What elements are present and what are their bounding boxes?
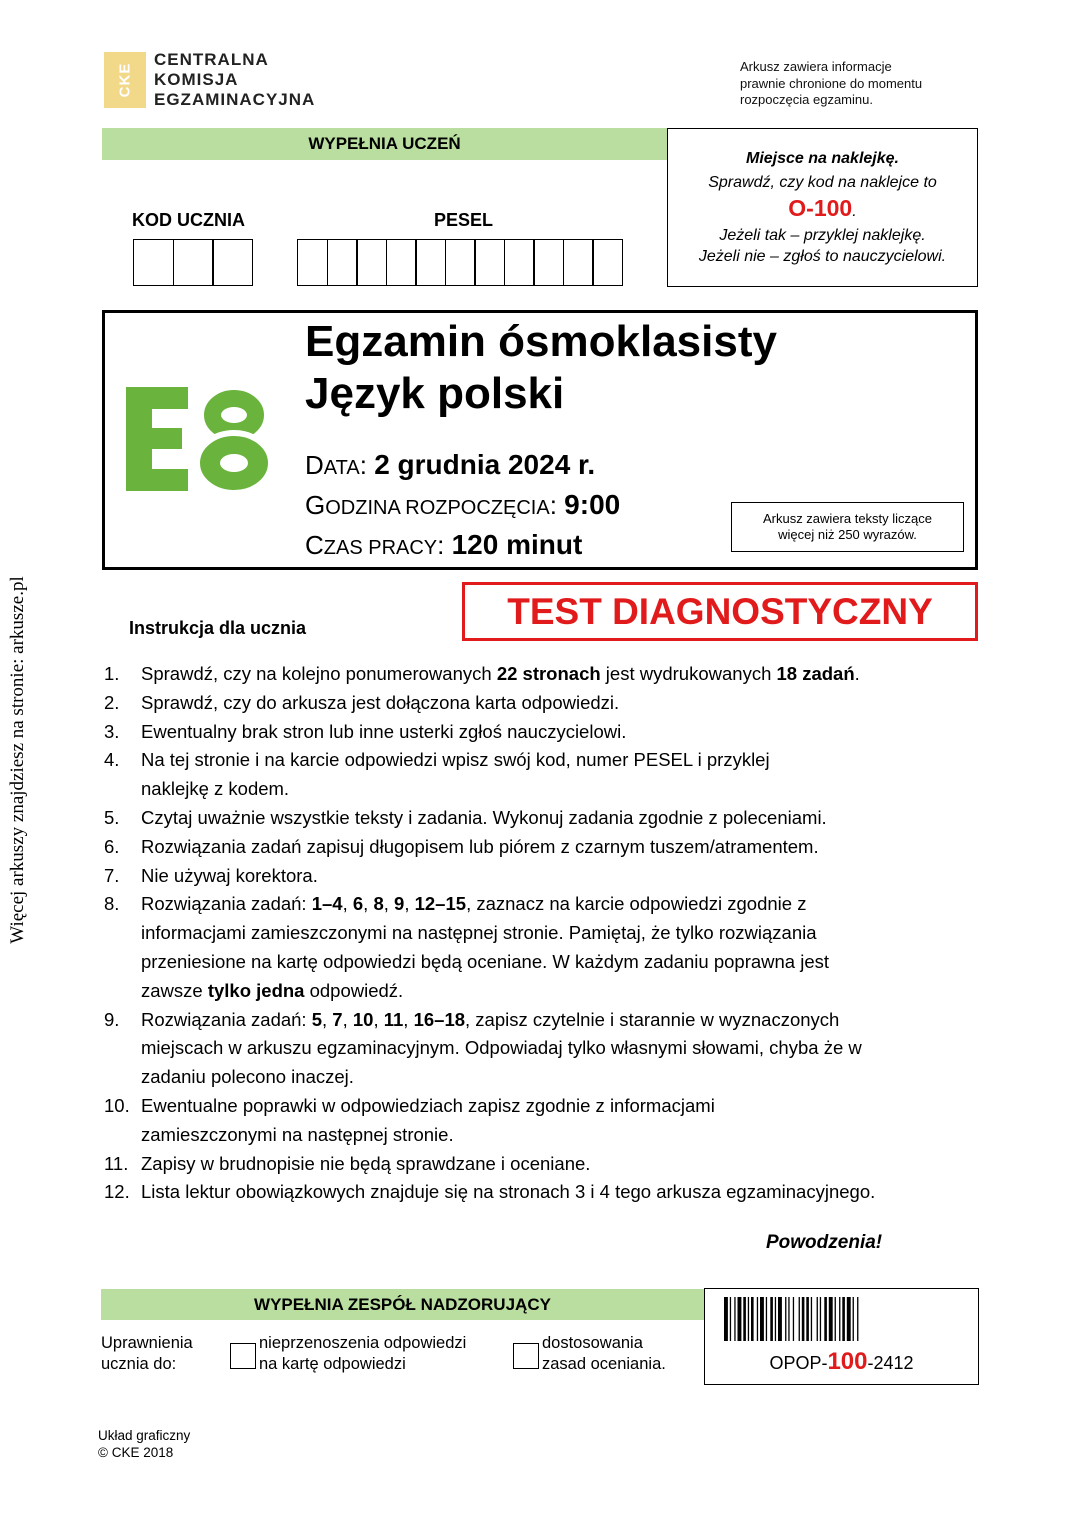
cke-logo-line-2: KOMISJA [154,70,239,89]
good-luck: Powodzenia! [766,1232,883,1253]
cke-logo-line-1: CENTRALNA [154,50,269,69]
barcode-bar [853,1297,854,1341]
barcode-bar [820,1297,821,1341]
barcode-bar [770,1297,773,1341]
pesel-box[interactable] [386,239,417,286]
exam-title-line-1: Egzamin ósmoklasisty [305,317,777,366]
exam-duration-value: 120 minut [451,529,583,560]
instruction-item: 8. Rozwiązania zadań: 1–4, 6, 8, 9, 12–15, zaznacz na karcie odpowiedzi zgodnie z informacjami zamieszczonymi na następnej stronie. Pamiętaj, że tylko rozwiązania przeniesione na kartę odpowiedzi będą oceniane. W każdym zadaniu poprawna jest zawsze tylko jedna odpowiedź. [104,893,830,1001]
exam-title [305,316,777,420]
exam-date-value: 2 grudnia 2024 r. [374,449,596,480]
length-note-line-2: więcej niż 250 wyrazów. [778,527,917,542]
instructions-list [104,660,944,1207]
exam-date: DATA: 2 grudnia 2024 r. [305,449,596,480]
length-note-line-1: Arkusz zawiera teksty liczące [762,511,933,526]
barcode-bar [724,1297,728,1341]
legal-note-line-3: rozpoczęcia egzaminu. [740,92,873,107]
cke-logo-name [154,50,315,110]
pesel-box[interactable] [533,239,564,286]
barcode-code: OPOP-100-2412 [769,1348,914,1375]
instruction-item: 6. Rozwiązania zadań zapisuj długopisem lub piórem z czarnym tuszem/atramentem. [104,835,819,857]
student-code-box[interactable] [212,239,253,286]
adjusted-grading-checkbox[interactable] [513,1343,539,1369]
barcode-bar [766,1297,767,1341]
pesel-box[interactable] [356,239,387,286]
pesel-label: PESEL [434,210,494,230]
barcode-bar [802,1297,805,1341]
supervisor-section-header: WYPEŁNIA ZESPÓŁ NADZORUJĄCY [101,1289,704,1320]
pesel-box[interactable] [415,239,446,286]
instruction-item: 7. Nie używaj korektora. [104,864,318,886]
cke-logo-line-3: EGZAMINACYJNA [154,90,316,109]
barcode-bar [788,1297,789,1341]
barcode-bar [760,1297,764,1341]
pesel-box[interactable] [297,239,328,286]
barcode-image [724,1297,958,1341]
barcode-bar [847,1297,851,1341]
layout-credit: Układ graficzny © CKE 2018 [98,1428,191,1460]
instruction-item: 3. Ewentualny brak stron lub inne usterki zgłoś nauczycielowi. [104,720,627,742]
length-note [731,502,964,552]
barcode-bar [829,1297,833,1341]
barcode-bar [730,1297,731,1341]
barcode-bar [778,1297,782,1341]
barcode-bar [734,1297,735,1341]
barcode-bar [835,1297,836,1341]
instruction-item: 2. Sprawdź, czy do arkusza jest dołączona karta odpowiedzi. [104,691,620,713]
barcode-bar [757,1297,758,1341]
barcode-bar [811,1297,812,1341]
barcode-bar [793,1297,794,1341]
cke-logo-mark-text: CKE [116,62,134,98]
sticker-area [667,128,978,287]
barcode-bar [748,1297,749,1341]
exam-start-time-value: 9:00 [564,489,621,520]
instruction-item: 5. Czytaj uważnie wszystkie teksty i zadania. Wykonuj zadania zgodnie z poleceniami. [104,806,827,828]
legal-note-line-2: prawnie chronione do momentu [740,75,923,91]
adjusted-grading-label: dostosowania zasad oceniania. [542,1334,666,1373]
instruction-item: 1. Sprawdź, czy na kolejno ponumerowanych 22 stronach jest wydrukowanych 18 zadań. [104,663,860,684]
no-transfer-label: nieprzenoszenia odpowiedzi na kartę odpowiedzi [259,1334,467,1373]
test-type-label: TEST DIAGNOSTYCZNY [462,582,978,641]
barcode-bar [806,1297,809,1341]
barcode-bar [738,1297,742,1341]
barcode-bar [799,1297,800,1341]
exam-duration: CZAS PRACY: 120 minut [305,529,583,560]
student-code-label: KOD UCZNIA [132,210,245,230]
watermark-text: Więcej arkuszy znajdziesz na stronie: arkusze.pl [7,576,28,944]
sticker-if-yes: Jeżeli tak – przyklej naklejkę. [719,227,926,244]
instruction-item: 4. Na tej stronie i na karcie odpowiedzi wpisz swój kod, numer PESEL i przyklej naklejkę z kodem. [104,749,770,800]
instructions-title: Instrukcja dla ucznia [129,618,307,638]
rights-label: Uprawnienia ucznia do: [101,1334,193,1373]
barcode-bar [857,1297,858,1341]
instruction-item: 12. Lista lektur obowiązkowych znajduje się na stronach 3 i 4 tego arkusza egzaminacyjnego. [104,1181,876,1203]
pesel-box[interactable] [592,239,623,286]
pesel-boxes[interactable] [297,239,622,286]
student-section-header: WYPEŁNIA UCZEŃ [102,128,667,160]
barcode-bar [824,1297,827,1341]
student-code-box[interactable] [133,239,174,286]
barcode-number: 100 [827,1348,868,1375]
barcode-bar [842,1297,845,1341]
student-code-box[interactable] [173,239,214,286]
no-transfer-checkbox[interactable] [230,1343,256,1369]
sticker-code-suffix: . [852,203,857,220]
exam-start-time: GODZINA ROZPOCZĘCIA: 9:00 [305,489,621,520]
pesel-box[interactable] [327,239,358,286]
barcode-bar [743,1297,746,1341]
legal-note-line-1: Arkusz zawiera informacje [740,59,892,74]
sticker-code: O-100 [788,195,853,221]
sticker-instruction: Sprawdź, czy kod na naklejce to [708,174,937,191]
barcode-bar [817,1297,818,1341]
barcode-bar [751,1297,754,1341]
pesel-box[interactable] [445,239,476,286]
barcode-bar [839,1297,840,1341]
legal-note [740,59,922,109]
pesel-box[interactable] [563,239,594,286]
instruction-item: 11. Zapisy w brudnopisie nie będą sprawdzane i oceniane. [104,1152,591,1174]
sticker-if-no: Jeżeli nie – zgłoś to nauczycielowi. [698,248,947,265]
cke-logo-mark [104,52,146,108]
exam-subject: Język polski [305,369,565,418]
barcode-bar [785,1297,786,1341]
pesel-box[interactable] [504,239,535,286]
pesel-box[interactable] [474,239,505,286]
e8-badge [124,383,274,495]
instruction-item: 9. Rozwiązania zadań: 5, 7, 10, 11, 16–18, zapisz czytelnie i starannie w wyznaczonych miejscach w arkuszu egzaminacyjnym. Odpowiadaj tylko własnymi słowami, chyba że w zadaniu polecono inaczej. [104,1008,862,1088]
instruction-item: 10. Ewentualne poprawki w odpowiedziach zapisz zgodnie z informacjami zamieszczonymi na następnej stronie. [104,1094,715,1145]
sticker-title: Miejsce na naklejkę. [746,150,899,167]
student-code-boxes[interactable] [133,239,252,286]
barcode-bar [775,1297,776,1341]
